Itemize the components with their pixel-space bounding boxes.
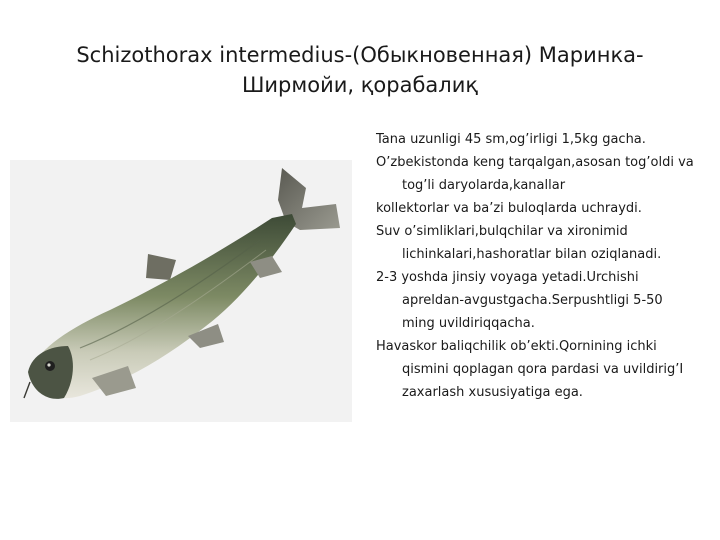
title-line-1: Schizothorax intermedius-(Обыкновенная) Маринка-	[76, 43, 644, 67]
slide-title	[30, 40, 690, 100]
paragraph-distribution: O’zbekistonda keng tarqalgan,asosan tog’oldi va tog’li daryolarda,kanallar	[376, 155, 694, 193]
description-text	[376, 128, 696, 404]
paragraph-habitat: kollektorlar va ba’zi buloqlarda uchraydi.	[376, 201, 642, 216]
paragraph-fishing: Havaskor baliqchilik ob’ekti.Qornining ichki qismini qoplagan qora pardasi va uvildirig’I zaxarlash xususiyatiga ega.	[376, 339, 684, 400]
paragraph-diet: Suv o’simliklari,bulqchilar va xironimid lichinkalari,hashoratlar bilan oziqlanadi.	[376, 224, 662, 262]
fish-photo	[10, 160, 352, 422]
paragraph-reproduction: 2-3 yoshda jinsiy voyaga yetadi.Urchishi apreldan-avgustgacha.Serpushtligi 5-50 ming uvildiriqqacha.	[376, 270, 663, 331]
fish-illustration	[10, 160, 352, 422]
title-line-2: Ширмойи, қорабалиқ	[241, 73, 479, 97]
paragraph-size: Tana uzunligi 45 sm,og’irligi 1,5kg gacha.	[376, 132, 646, 147]
